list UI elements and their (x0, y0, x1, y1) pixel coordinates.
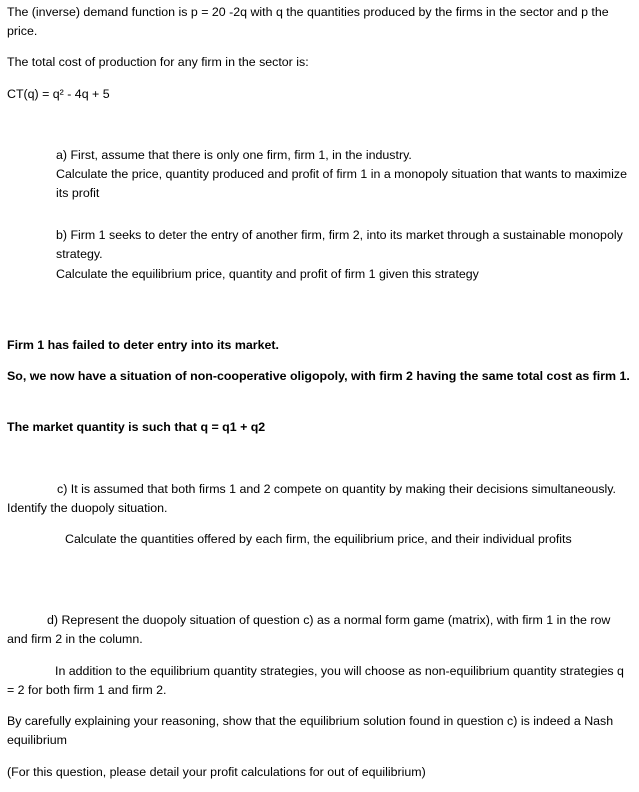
part-d-note: (For this question, please detail your profit calculations for out of equilibrium) (7, 765, 426, 779)
oligopoly-heading: So, we now have a situation of non-cooperative oligopoly, with firm 2 having the same total cost as firm 1. (7, 369, 630, 383)
cost-function-text: CT(q) = q² - 4q + 5 (7, 87, 110, 101)
failed-entry-heading: Firm 1 has failed to deter entry into its market. (7, 338, 279, 352)
market-quantity-heading: The market quantity is such that q = q1 + q2 (7, 420, 266, 434)
cost-intro-text: The total cost of production for any firm in the sector is: (7, 55, 309, 69)
part-a-question: a) First, assume that there is only one firm, firm 1, in the industry. (56, 148, 412, 162)
part-d-question: d) Represent the duopoly situation of question c) as a normal form game (matrix), with firm 1 in the row and firm 2 in the column. (7, 613, 611, 646)
part-c-instruction: Calculate the quantities offered by each firm, the equilibrium price, and their individual profits (65, 532, 572, 546)
part-d-strategies: In addition to the equilibrium quantity strategies, you will choose as non-equilibrium quantity strategies q = 2 for both firm 1 and firm 2. (7, 664, 624, 697)
part-b-question: b) Firm 1 seeks to deter the entry of another firm, firm 2, into its market through a sustainable monopoly strategy. (56, 228, 623, 261)
part-b-instruction: Calculate the equilibrium price, quantity and profit of firm 1 given this strategy (56, 267, 479, 281)
part-d-nash-instruction: By carefully explaining your reasoning, show that the equilibrium solution found in question c) is indeed a Nash equilibrium (7, 714, 614, 747)
part-a-instruction: Calculate the price, quantity produced and profit of firm 1 in a monopoly situation that wants to maximize its profit (56, 167, 627, 200)
part-c-question: c) It is assumed that both firms 1 and 2 compete on quantity by making their decisions simultaneously. Identify the duopoly situation. (7, 482, 616, 515)
demand-function-text: The (inverse) demand function is p = 20 -2q with q the quantities produced by the firms in the sector and p the price. (7, 5, 609, 38)
